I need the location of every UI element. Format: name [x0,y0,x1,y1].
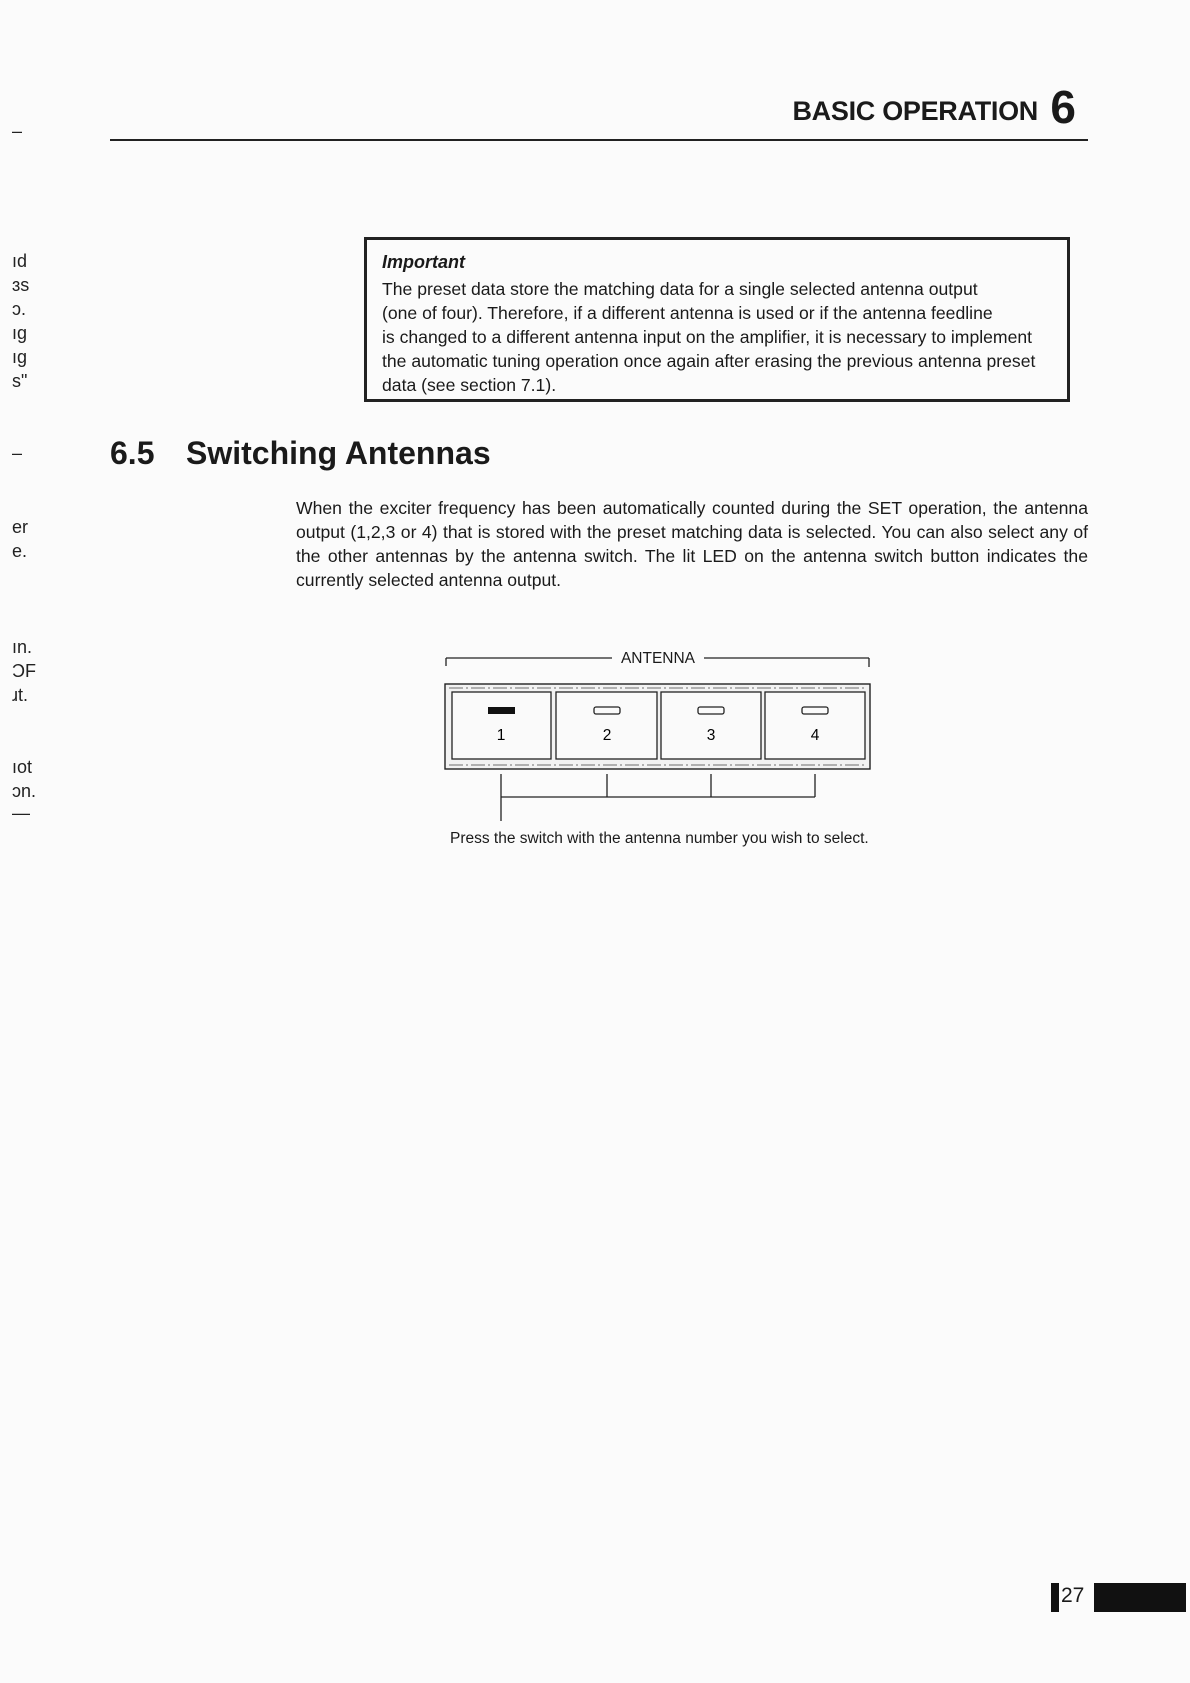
page-number: 27 [1061,1584,1085,1607]
margin-dash: — [12,803,30,823]
diagram-caption: Press the switch with the antenna number you wish to select. [450,830,869,847]
margin-dash: – [12,121,23,141]
chapter-title: BASIC OPERATION [792,96,1038,126]
antenna-button-4[interactable] [765,692,865,759]
antenna-button-label: 1 [496,727,506,744]
margin-fragment: ɹt. [12,685,28,705]
margin-fragment: – [12,443,23,463]
margin-fragment: ɜs [12,275,30,295]
important-note-box [364,237,1070,402]
antenna-button-label: 4 [810,727,820,744]
section-body: When the exciter frequency has been automatically counted during the SET operation, the antenna output (1,2,3 or 4) that is stored with the preset matching data is selected. You can also select any of the other antennas by the antenna switch. The lit LED on the antenna switch button indicates the currently selected antenna output. [296,498,1088,590]
antenna-button-3[interactable] [661,692,761,759]
margin-fragment: ɔ. [12,299,27,319]
margin-fragment: er [12,517,29,537]
antenna-button-1[interactable] [452,692,551,759]
margin-fragment: ıot [12,757,33,777]
chapter-number: 6 [1050,81,1076,133]
important-line: (one of four). Therefore, if a different antenna is used or if the antenna feedline [382,303,993,323]
page-number-bar [1051,1583,1059,1612]
margin-fragment: ɔn. [12,781,37,801]
section-title: Switching Antennas [186,435,491,471]
important-line: The preset data store the matching data for a single selected antenna output [382,279,978,299]
antenna-label: ANTENNA [620,650,696,667]
margin-fragment: ıg [12,323,28,343]
antenna-switch-diagram [440,646,872,856]
margin-fragment: ıg [12,347,28,367]
margin-fragment: e. [12,541,28,561]
page-number-block [1094,1583,1186,1612]
antenna-button-label: 2 [602,727,612,744]
led-off-icon [698,707,724,714]
led-off-icon [594,707,620,714]
leader-lines [501,774,815,821]
important-text [382,277,1051,397]
important-line: data (see section 7.1). [382,375,557,395]
important-line: the automatic tuning operation once again after erasing the previous antenna preset [382,351,1036,371]
section-number: 6.5 [110,435,155,471]
margin-fragment: s" [12,371,28,391]
margin-fragment: ın. [12,637,33,657]
antenna-button-label: 3 [706,727,716,744]
important-title: Important [382,252,465,272]
margin-fragment: ƆF [12,661,36,681]
header-rule [110,139,1088,141]
led-lit-icon [488,707,515,714]
important-line: is changed to a different antenna input on the amplifier, it is necessary to implement [382,327,1033,347]
led-off-icon [802,707,828,714]
antenna-button-2[interactable] [556,692,657,759]
margin-fragment: ıd [12,251,28,271]
